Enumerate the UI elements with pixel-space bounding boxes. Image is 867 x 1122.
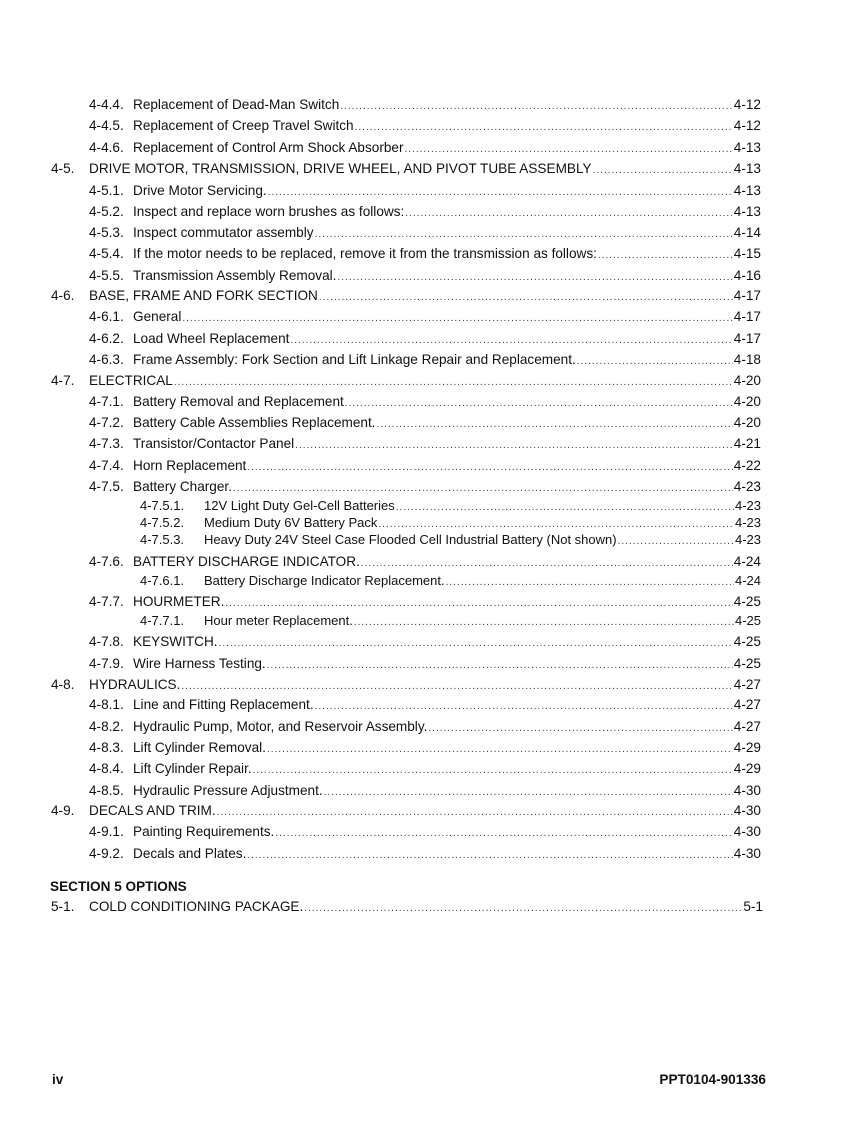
toc-entry-line (204, 612, 761, 632)
toc-entry-number: 4-7.3. (89, 436, 124, 451)
toc-entry-page: 4-25 (733, 656, 761, 671)
toc-entry (0, 898, 867, 916)
dot-leader (267, 657, 733, 675)
footer-page-number: iv (52, 1072, 64, 1087)
toc-entry-page: 4-17 (733, 331, 761, 346)
toc-entry-title: 12V Light Duty Gel-Cell Batteries (204, 498, 395, 513)
toc-entry (0, 676, 867, 694)
dot-leader (446, 574, 734, 592)
dot-leader (355, 119, 733, 137)
toc-entry-number: 4-5.1. (89, 183, 124, 198)
toc-entry (0, 330, 867, 348)
toc-entry-page: 4-17 (733, 309, 761, 324)
dot-leader (219, 635, 733, 653)
toc-entry-page: 4-18 (733, 352, 761, 367)
toc-entry-page: 4-25 (733, 634, 761, 649)
dot-leader (253, 762, 733, 780)
toc-entry-page: 4-20 (733, 373, 761, 388)
toc-entry-title: Transmission Assembly Removal. (133, 268, 337, 283)
toc-entry-title: Line and Fitting Replacement. (133, 697, 314, 712)
toc-entry-title: Wire Harness Testing. (133, 656, 266, 671)
toc-entry-line (133, 182, 761, 202)
toc-entry-page: 4-29 (733, 761, 761, 776)
toc-entry (0, 287, 867, 305)
toc-entry-title: HOURMETER. (133, 594, 225, 609)
toc-entry (0, 802, 867, 820)
toc-entry-page: 4-13 (733, 204, 761, 219)
toc-entry-title: If the motor needs to be replaced, remove it from the transmission as follows: (133, 246, 597, 261)
toc-entry-line (89, 372, 761, 392)
toc-entry (0, 739, 867, 757)
toc-entry-page: 4-17 (733, 288, 761, 303)
toc-entry-page: 4-12 (733, 97, 761, 112)
toc-entry-page: 4-30 (733, 824, 761, 839)
toc-entry-line (133, 760, 761, 780)
dot-leader (315, 226, 733, 244)
toc-entry (0, 117, 867, 135)
dot-leader (428, 720, 732, 738)
toc-entry-page: 4-16 (733, 268, 761, 283)
toc-entry (0, 572, 867, 590)
toc-entry-line (133, 478, 761, 498)
toc-entry (0, 182, 867, 200)
toc-entry (0, 633, 867, 651)
toc-entry-line (89, 676, 761, 696)
toc-entry-title: Battery Discharge Indicator Replacement. (204, 573, 445, 588)
dot-leader (345, 395, 733, 413)
toc-entry-page: 4-30 (733, 846, 761, 861)
toc-entry-title: Lift Cylinder Repair. (133, 761, 252, 776)
toc-entry-page: 4-22 (733, 458, 761, 473)
toc-entry-title: BASE, FRAME AND FORK SECTION (89, 288, 318, 303)
toc-entry-number: 4-6. (51, 288, 75, 303)
toc-entry-title: ELECTRICAL (89, 373, 173, 388)
toc-entry-page: 4-14 (733, 225, 761, 240)
dot-leader (354, 614, 734, 632)
toc-entry-line (133, 633, 761, 653)
dot-leader (217, 804, 733, 822)
toc-entry-page: 4-15 (733, 246, 761, 261)
toc-entry (0, 760, 867, 778)
toc-entry-line (133, 696, 761, 716)
toc-entry-line (133, 245, 761, 265)
toc-entry (0, 457, 867, 475)
toc-entry-page: 4-21 (733, 436, 761, 451)
dot-leader (290, 332, 732, 350)
footer-document-id: PPT0104-901336 (659, 1072, 766, 1087)
toc-entry-title: Drive Motor Servicing. (133, 183, 267, 198)
toc-entry (0, 823, 867, 841)
toc-entry-line (133, 435, 761, 455)
toc-entry-line (204, 572, 761, 592)
toc-entry-title: Hydraulic Pump, Motor, and Reservoir Assembly. (133, 719, 428, 734)
toc-entry-title: Load Wheel Replacement (133, 331, 290, 346)
toc-entry-page: 4-13 (733, 183, 761, 198)
toc-entry-line (133, 457, 761, 477)
toc-entry-number: 4-7.5. (89, 479, 124, 494)
dot-leader (247, 847, 732, 865)
toc-entry-title: BATTERY DISCHARGE INDICATOR. (133, 554, 360, 569)
toc-entry-page: 4-24 (733, 554, 761, 569)
toc-entry-page: 4-27 (733, 677, 761, 692)
toc-entry-line (89, 160, 761, 180)
toc-entry-title: Frame Assembly: Fork Section and Lift Linkage Repair and Replacement. (133, 352, 576, 367)
toc-entry-title: Inspect commutator assembly (133, 225, 314, 240)
dot-leader (337, 269, 732, 287)
toc-entry-number: 4-8.3. (89, 740, 124, 755)
toc-entry (0, 497, 867, 515)
toc-entry-page: 4-24 (734, 573, 761, 588)
toc-entry-page: 4-13 (733, 161, 761, 176)
toc-entry-number: 4-9.2. (89, 846, 124, 861)
toc-entry-number: 4-5.5. (89, 268, 124, 283)
dot-leader (182, 310, 732, 328)
toc-entry-page: 4-12 (733, 118, 761, 133)
toc-entry (0, 435, 867, 453)
toc-entry (0, 718, 867, 736)
toc-entry-line (133, 330, 761, 350)
toc-entry-title: Painting Requirements. (133, 824, 275, 839)
toc-entry-title: KEYSWITCH. (133, 634, 218, 649)
toc-entry-number: 4-7.7. (89, 594, 124, 609)
toc-entry-page: 4-30 (733, 783, 761, 798)
toc-entry-title: Decals and Plates. (133, 846, 247, 861)
toc-entry (0, 203, 867, 221)
toc-entry (0, 245, 867, 263)
toc-entry-line (133, 393, 761, 413)
dot-leader (324, 784, 733, 802)
toc-entry-page: 5-1 (743, 899, 763, 914)
dot-leader (268, 184, 733, 202)
toc-entry (0, 593, 867, 611)
toc-entry-title: Battery Removal and Replacement (133, 394, 344, 409)
toc-entry-number: 4-9. (51, 803, 75, 818)
dot-leader (405, 141, 733, 159)
toc-entry-title: DRIVE MOTOR, TRANSMISSION, DRIVE WHEEL, AND PIVOT TUBE ASSEMBLY (89, 161, 592, 176)
dot-leader (247, 459, 732, 477)
dot-leader (304, 900, 742, 918)
toc-entry-number: 4-6.2. (89, 331, 124, 346)
toc-entry-number: 4-6.1. (89, 309, 124, 324)
toc-entry (0, 553, 867, 571)
dot-leader (275, 825, 732, 843)
dot-leader (315, 698, 733, 716)
toc-entry-number: 4-7.4. (89, 458, 124, 473)
toc-entry-line (133, 224, 761, 244)
toc-entry-number: 4-7.9. (89, 656, 124, 671)
dot-leader (577, 353, 733, 371)
toc-entry-number: 4-7.5.1. (140, 498, 185, 513)
dot-leader (233, 480, 733, 498)
toc-entry-page: 4-23 (734, 498, 761, 513)
dot-leader (377, 416, 733, 434)
toc-entry-page: 4-23 (733, 479, 761, 494)
toc-entry-number: 4-8.5. (89, 783, 124, 798)
toc-entry-page: 4-20 (733, 415, 761, 430)
toc-entry (0, 393, 867, 411)
toc-entry-page: 4-27 (733, 719, 761, 734)
toc-entry (0, 267, 867, 285)
toc-entry (0, 845, 867, 863)
toc-entry-title: Horn Replacement (133, 458, 247, 473)
toc-entry-number: 4-8. (51, 677, 75, 692)
toc-entry-page: 4-25 (733, 594, 761, 609)
toc-entry-number: 4-7.8. (89, 634, 124, 649)
toc-entry (0, 308, 867, 326)
toc-entry-page: 4-23 (734, 532, 761, 547)
toc-entry-line (133, 782, 761, 802)
section-5-heading: SECTION 5 OPTIONS (50, 879, 187, 894)
toc-entry (0, 139, 867, 157)
dot-leader (361, 555, 733, 573)
toc-entry-line (133, 655, 761, 675)
toc-entry-number: 4-4.5. (89, 118, 124, 133)
toc-entry-title: COLD CONDITIONING PACKAGE. (89, 899, 304, 914)
dot-leader (319, 289, 733, 307)
toc-entry-number: 4-9.1. (89, 824, 124, 839)
toc-entry-number: 4-5.4. (89, 246, 124, 261)
toc-entry-number: 4-8.1. (89, 697, 124, 712)
dot-leader (405, 205, 733, 223)
toc-entry-line (133, 351, 761, 371)
dot-leader (340, 98, 733, 116)
toc-entry-line (133, 739, 761, 759)
toc-entry-line (133, 96, 761, 116)
toc-entry-number: 4-7.2. (89, 415, 124, 430)
toc-entry-title: HYDRAULICS. (89, 677, 181, 692)
toc-entry (0, 351, 867, 369)
toc-entry (0, 514, 867, 532)
toc-entry-number: 4-8.4. (89, 761, 124, 776)
toc-entry-line (133, 823, 761, 843)
toc-entry-page: 4-29 (733, 740, 761, 755)
toc-entry-number: 4-7.5.2. (140, 515, 185, 530)
toc-entry (0, 224, 867, 242)
dot-leader (267, 741, 733, 759)
toc-entry (0, 696, 867, 714)
dot-leader (174, 374, 733, 392)
toc-entry-number: 4-7.1. (89, 394, 124, 409)
toc-entry-number: 4-7.7.1. (140, 613, 185, 628)
toc-entry-line (133, 845, 761, 865)
toc-entry-number: 4-7.5.3. (140, 532, 185, 547)
toc-entry-title: Medium Duty 6V Battery Pack (204, 515, 378, 530)
toc-entry-number: 5-1. (51, 899, 75, 914)
toc-entry-title: Inspect and replace worn brushes as follows: (133, 204, 405, 219)
toc-entry (0, 655, 867, 673)
dot-leader (598, 247, 733, 265)
toc-entry-page: 4-30 (733, 803, 761, 818)
toc-entry-line (204, 531, 761, 551)
toc-entry-line (133, 414, 761, 434)
toc-entry-title: Hydraulic Pressure Adjustment. (133, 783, 323, 798)
toc-entry-page: 4-27 (733, 697, 761, 712)
toc-entry-line (133, 117, 761, 137)
toc-entry-line (133, 718, 761, 738)
toc-entry-title: Replacement of Control Arm Shock Absorber (133, 140, 404, 155)
toc-entry-number: 4-7.6.1. (140, 573, 185, 588)
toc-entry-number: 4-7. (51, 373, 75, 388)
toc-entry (0, 531, 867, 549)
toc-entry (0, 612, 867, 630)
toc-entry-title: DECALS AND TRIM. (89, 803, 216, 818)
dot-leader (181, 678, 732, 696)
toc-entry (0, 414, 867, 432)
toc-entry-number: 4-7.6. (89, 554, 124, 569)
toc-entry (0, 372, 867, 390)
toc-entry-line (89, 802, 761, 822)
dot-leader (295, 437, 733, 455)
toc-entry-line (133, 308, 761, 328)
toc-entry-line (133, 593, 761, 613)
toc-entry (0, 478, 867, 496)
toc-entry-title: Hour meter Replacement. (204, 613, 353, 628)
toc-entry-title: Replacement of Dead-Man Switch (133, 97, 340, 112)
toc-entry-number: 4-4.6. (89, 140, 124, 155)
toc-entry (0, 96, 867, 114)
toc-entry-number: 4-4.4. (89, 97, 124, 112)
toc-entry-line (133, 139, 761, 159)
toc-entry (0, 160, 867, 178)
toc-entry-line (133, 203, 761, 223)
toc-entry-title: Battery Cable Assemblies Replacement. (133, 415, 376, 430)
toc-entry-number: 4-5.3. (89, 225, 124, 240)
toc-entry-number: 4-8.2. (89, 719, 124, 734)
toc-entry-page: 4-25 (734, 613, 761, 628)
toc-entry (0, 782, 867, 800)
toc-entry-line (133, 267, 761, 287)
dot-leader (225, 595, 732, 613)
dot-leader (618, 533, 734, 551)
toc-entry-line (89, 287, 761, 307)
toc-entry-number: 4-6.3. (89, 352, 124, 367)
toc-entry-page: 4-20 (733, 394, 761, 409)
toc-entry-title: Battery Charger. (133, 479, 232, 494)
toc-entry-number: 4-5. (51, 161, 75, 176)
toc-entry-page: 4-23 (734, 515, 761, 530)
toc-entry-line (133, 553, 761, 573)
toc-entry-line (89, 898, 763, 918)
toc-entry-page: 4-13 (733, 140, 761, 155)
toc-entry-title: Heavy Duty 24V Steel Case Flooded Cell Industrial Battery (Not shown) (204, 532, 617, 547)
dot-leader (593, 162, 733, 180)
toc-entry-title: General (133, 309, 182, 324)
toc-entry-title: Transistor/Contactor Panel (133, 436, 295, 451)
toc-entry-title: Replacement of Creep Travel Switch (133, 118, 354, 133)
toc-entry-title: Lift Cylinder Removal. (133, 740, 266, 755)
toc-entry-number: 4-5.2. (89, 204, 124, 219)
